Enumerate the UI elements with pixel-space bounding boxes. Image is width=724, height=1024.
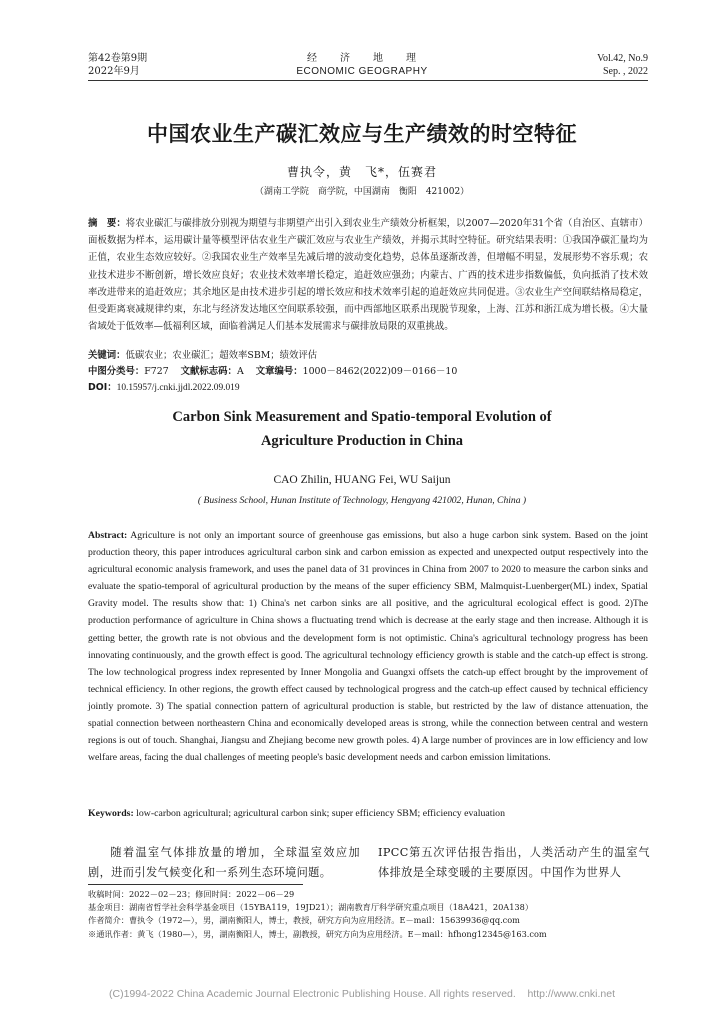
- abstract-cn-label: 摘 要：: [88, 218, 126, 229]
- copyright-footer: (C)1994-2022 China Academic Journal Electronic Publishing House. All rights reserved. http://www.cnki.net: [109, 988, 615, 1000]
- journal-issue-cn: [88, 52, 147, 78]
- doi-line: [88, 380, 648, 396]
- keywords-en-text: low-carbon agricultural; agricultural carbon sink; super efficiency SBM; efficiency evaluation: [133, 808, 505, 819]
- paper-title-cn: 中国农业生产碳汇效应与生产绩效的时空特征: [147, 122, 577, 146]
- keywords-en-label: Keywords:: [88, 808, 134, 819]
- journal-name-cn: 经 济 地 理: [307, 53, 417, 64]
- article-number-label: 文章编号：: [255, 366, 303, 377]
- keywords-cn: [88, 348, 648, 364]
- doi-label: DOI：: [88, 382, 117, 393]
- header-rule: [88, 80, 648, 81]
- journal-name: [262, 52, 462, 78]
- clc-value: F727: [144, 366, 169, 377]
- journal-date-cn: 2022年9月: [88, 66, 140, 77]
- paper-title-en-line2: Agriculture Production in China: [260, 433, 464, 449]
- footnote-fund: 基金项目：湖南省哲学社会科学基金项目（15YBA119，19JD21）；湖南教育厅科学研究重点项目（18A421，20A138）: [88, 902, 534, 913]
- footnote-corresponding: ※通讯作者：黄飞（1980—），男，湖南衡阳人，博士，副教授，研究方向为应用经济。E－mail：hfhong12345@163.com: [88, 928, 547, 939]
- authors-cn: 曹执令，黄 飞*，伍赛君: [286, 165, 437, 179]
- keywords-cn-label: 关键词：: [88, 350, 126, 361]
- abstract-cn-text: 将农业碳汇与碳排放分别视为期望与非期望产出引入到农业生产绩效分析框架，以2007—2020年31个省（自治区、直辖市）面板数据为样本，运用碳计量等模型评估农业生产碳汇效应与农业生产绩效，并揭示其时空特征。研究结果表明：①我国净碳汇量均为正值，农业生态效应较好。②我国农业生产效率呈先减后增的波动变化趋势，总体虽逐渐改善，但增幅不明显，发展形势不容乐观；农业技术进步不断创新，增长效应良好；农业技术效率增长稳定，追赶效应强劲；内蒙古、广西的技术进步指数偏低，负向抵消了技术效率改进带来的追赶效应；其余地区是由技术进步引起的增长效应和技术效率引起的追赶效应共同促进。③农业生产空间联结格局稳定，但受距离衰减规律约束，东北与经济发达地区空间联系较强，而中西部地区联系出现脱节现象，上海、江苏和浙江成为增长极。④大量省域处于低效率—低福利区域，面临着满足人们基本发展需求与碳排放局限的双重挑战。: [88, 218, 648, 333]
- body-column-left: 随着温室气体排放量的增加，全球温室效应加剧，进而引发气候变化和一系列生态环境问题。: [88, 846, 360, 879]
- abstract-cn: [88, 215, 648, 335]
- journal-issue-en: [548, 52, 648, 78]
- journal-volume-en: Vol.42, No.9: [597, 53, 648, 64]
- paper-title-en-line1: Carbon Sink Measurement and Spatio-temporal Evolution of: [172, 409, 552, 425]
- abstract-en-text: Agriculture is not only an important source of greenhouse gas emissions, but also a huge carbon sink system. Based on the joint production theory, this paper introduces agricultural carbon sink and carbon emission as expected and unexpected output respectively into the agricultural economic analysis framework, and uses the panel data of 31 provinces in China from 2007 to 2020 to measure the carbon sinks and evaluate the spatio-temporal of agricultural production by the means of the super efficiency SBM, Malmquist-Luenberger(ML) index, Spatial Gravity model. The results show that: 1) China's net carbon sinks are all positive, and the agricultural ecological effect is good. 2)The production performance of agriculture in China shows a fluctuating trend which is decrease at the early stage and then increase. Although it is getting better, the growth rate is not obvious and the development form is not optimistic. China's agricultural technology progress has been innovating continuously, and the growth effect is good. The agricultural technology efficiency growth is stable and the catch-up effect is strong. The low technological progress index represented by Inner Mongolia and Guangxi offsets the catch-up effect brought by the improvement of technical efficiency. In other regions, the growth effect caused by technological progress and the catch-up effect caused by technical efficiency jointly promote. 3) The spatial connection pattern of agricultural production is stable, but restricted by the law of distance attenuation, the spatial connection between northeastern China and economically developed areas is strong, while the connection between central and western regions is out of touch. Shanghai, Jiangsu and Zhejiang become new growth poles. 4) A large number of provinces are in low efficiency and low welfare areas, facing the dual challenges of meeting people's basic development needs and carbon emission limitations.: [88, 530, 648, 764]
- paper-title-en: [0, 405, 724, 453]
- clc-label: 中图分类号：: [88, 366, 145, 377]
- keywords-en: [88, 808, 648, 819]
- journal-volume-cn: 第42卷第9期: [88, 53, 148, 64]
- affiliation-cn: （湖南工学院 商学院，中国湖南 衡阳 421002）: [254, 187, 470, 197]
- doc-code-value: A: [236, 366, 244, 377]
- classification-line: [88, 364, 648, 380]
- journal-date-en: Sep. , 2022: [603, 66, 648, 77]
- body-column-right: IPCC第五次评估报告指出，人类活动产生的温室气体排放是全球变暖的主要原因。中国作为世界人: [378, 846, 650, 879]
- journal-name-en: ECONOMIC GEOGRAPHY: [296, 66, 428, 77]
- article-number-value: 1000－8462(2022)09－0166－10: [302, 366, 458, 377]
- doc-code-label: 文献标志码：: [180, 366, 237, 377]
- authors-en: CAO Zhilin, HUANG Fei, WU Saijun: [273, 474, 451, 486]
- affiliation-en: ( Business School, Hunan Institute of Technology, Hengyang 421002, Hunan, China ): [197, 495, 527, 506]
- footnote-received: 收稿时间：2022－02－23；修回时间：2022－06－29: [88, 889, 295, 899]
- doi-value: 10.15957/j.cnki.jjdl.2022.09.019: [116, 383, 240, 393]
- footnotes: [88, 888, 648, 941]
- abstract-en: [88, 527, 648, 766]
- footnote-author-intro: 作者简介：曹执令（1972—），男，湖南衡阳人，博士，教授，研究方向为应用经济。E－mail：15639936@qq.com: [88, 915, 520, 926]
- footnote-rule: [88, 884, 303, 885]
- keywords-cn-text: 低碳农业；农业碳汇；超效率SBM；绩效评估: [125, 350, 318, 361]
- abstract-en-label: Abstract:: [88, 530, 128, 541]
